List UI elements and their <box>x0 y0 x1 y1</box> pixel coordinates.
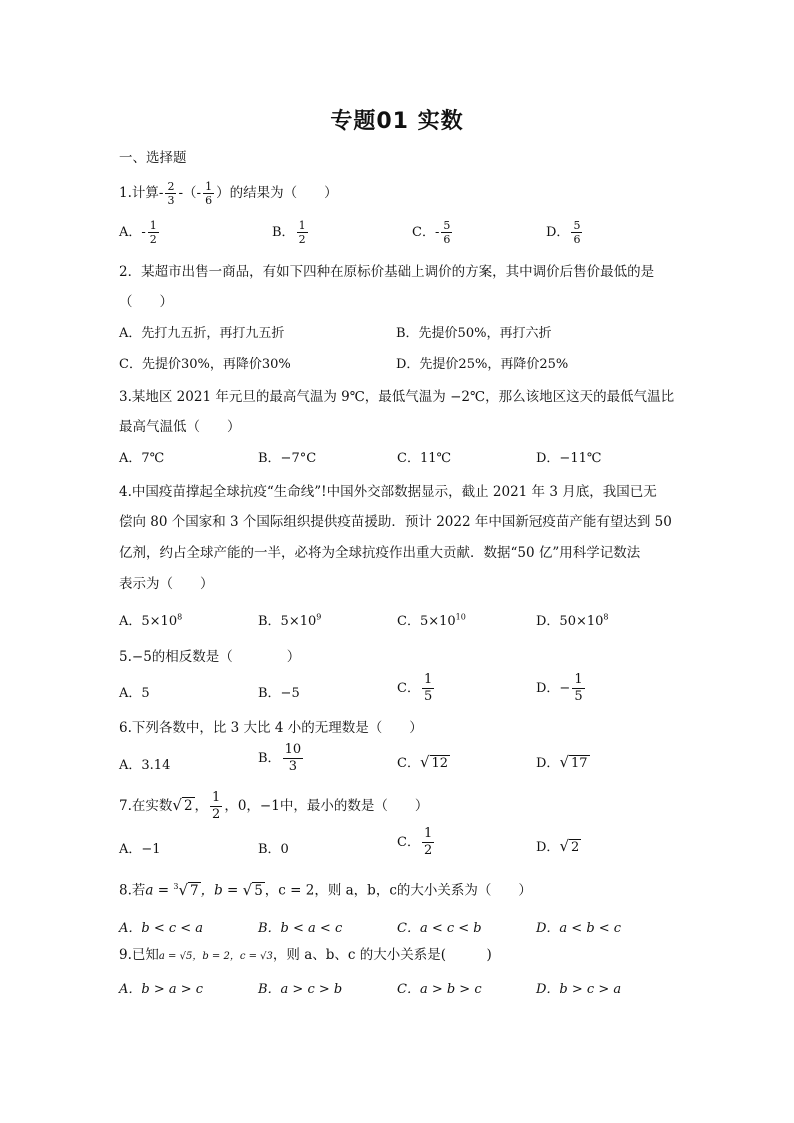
option-a[interactable]: A．b > a > c <box>119 982 204 997</box>
question-4-cont: 偿向 80 个国家和 3 个国际组织提供疫苗援助．预计 2022 年中国新冠疫苗产能有望达到 50 <box>119 514 672 530</box>
option-a[interactable]: A．- $\frac{1}{2}$ <box>119 219 157 246</box>
question-4-cont: 亿剂，约占全球产能的一半，必将为全球抗疫作出重大贡献．数据“50 亿”用科学记数法 <box>119 545 641 561</box>
option-a[interactable]: A．b < c < a <box>119 921 204 936</box>
question-3: 3.某地区 2021 年元旦的最高气温为 9℃，最低气温为 −2℃，那么该地区这天的最低气温比 <box>119 389 675 405</box>
question-7: 7.在实数√ 2 ， $\frac{1}{2}$ ，0，−1中，最小的数是（ ） <box>119 790 429 822</box>
option-b[interactable]: B． $\frac{10}{3}$ <box>258 742 302 774</box>
option-b[interactable]: B． $\frac{1}{2}$ <box>272 219 306 246</box>
option-b[interactable]: B．−5 <box>258 686 300 701</box>
option-d[interactable]: D． $\frac{5}{6}$ <box>546 219 581 246</box>
question-6: 6.下列各数中，比 3 大比 4 小的无理数是（ ） <box>119 720 423 736</box>
option-a[interactable]: A．3.14 <box>119 758 171 773</box>
option-b[interactable]: B．$5\times 10^9$ <box>258 612 322 629</box>
question-2: 2．某超市出售一商品，有如下四种在原标价基础上调价的方案，其中调价后售价最低的是 <box>119 264 655 280</box>
option-d[interactable]: D．−11℃ <box>536 451 602 466</box>
option-d[interactable]: D．√ 17 <box>536 753 588 771</box>
option-c[interactable]: C．a < c < b <box>397 921 482 936</box>
option-d[interactable]: D．a < b < c <box>536 921 622 936</box>
option-a[interactable]: A．先打九五折，再打九五折 <box>119 326 285 341</box>
option-d[interactable]: D．b > c > a <box>536 982 622 997</box>
option-b[interactable]: B．先提价50%，再打六折 <box>396 326 552 341</box>
option-b[interactable]: B．b < a < c <box>258 921 343 936</box>
question-1: 1.计算- $\frac{2}{3}$ -（- $\frac{1}{6}$ ）的结果为（ ） <box>119 180 338 207</box>
question-3-cont: 最高气温低（ ） <box>119 419 241 435</box>
fraction: $\frac{2}{3}$ <box>167 180 175 207</box>
section-heading: 一、选择题 <box>119 150 187 166</box>
option-d[interactable]: D．− $\frac{1}{5}$ <box>536 672 583 704</box>
option-c[interactable]: C．$5\times 10^{10}$ <box>397 612 466 629</box>
page-title: 专题01 实数 <box>330 109 464 134</box>
option-a[interactable]: A．$5\times 10^8$ <box>119 612 183 629</box>
option-d[interactable]: D．√ 2 <box>536 837 580 855</box>
option-c[interactable]: C． $\frac{1}{2}$ <box>397 826 433 858</box>
question-9: 9.已知a = √5，b = 2，c = √3，则 a、b、c 的大小关系是( ) <box>119 947 492 963</box>
option-c[interactable]: C．先提价30%，再降价30% <box>119 357 291 372</box>
option-b[interactable]: B．−7°C <box>258 451 317 466</box>
option-c[interactable]: C． $\frac{1}{5}$ <box>397 672 433 704</box>
option-c[interactable]: C．a > b > c <box>397 982 482 997</box>
question-4: 4.中国疫苗撑起全球抗疫“生命线”!中国外交部数据显示，截止 2021 年 3 月底，我国已无 <box>119 484 657 500</box>
option-d[interactable]: D．$50\times 10^8$ <box>536 612 609 629</box>
option-b[interactable]: B．0 <box>258 842 289 857</box>
option-c[interactable]: C．- $\frac{5}{6}$ <box>412 219 451 246</box>
question-8: 8.若a = $^3$√ 7 ，b = √ 5 ，c = 2，则 a，b，c的大小关系为（ ） <box>119 880 532 899</box>
option-a[interactable]: A．5 <box>119 686 150 701</box>
option-a[interactable]: A．7℃ <box>119 451 165 466</box>
option-a[interactable]: A．−1 <box>119 842 161 857</box>
option-d[interactable]: D．先提价25%，再降价25% <box>396 357 569 372</box>
option-c[interactable]: C．√ 12 <box>397 753 449 771</box>
option-b[interactable]: B．a > c > b <box>258 982 343 997</box>
question-2-cont: （ ） <box>119 294 173 310</box>
question-4-cont: 表示为（ ） <box>119 576 214 592</box>
question-5: 5.−5的相反数是（ ） <box>119 649 301 665</box>
fraction: $\frac{1}{6}$ <box>205 180 213 207</box>
option-c[interactable]: C．11℃ <box>397 451 452 466</box>
